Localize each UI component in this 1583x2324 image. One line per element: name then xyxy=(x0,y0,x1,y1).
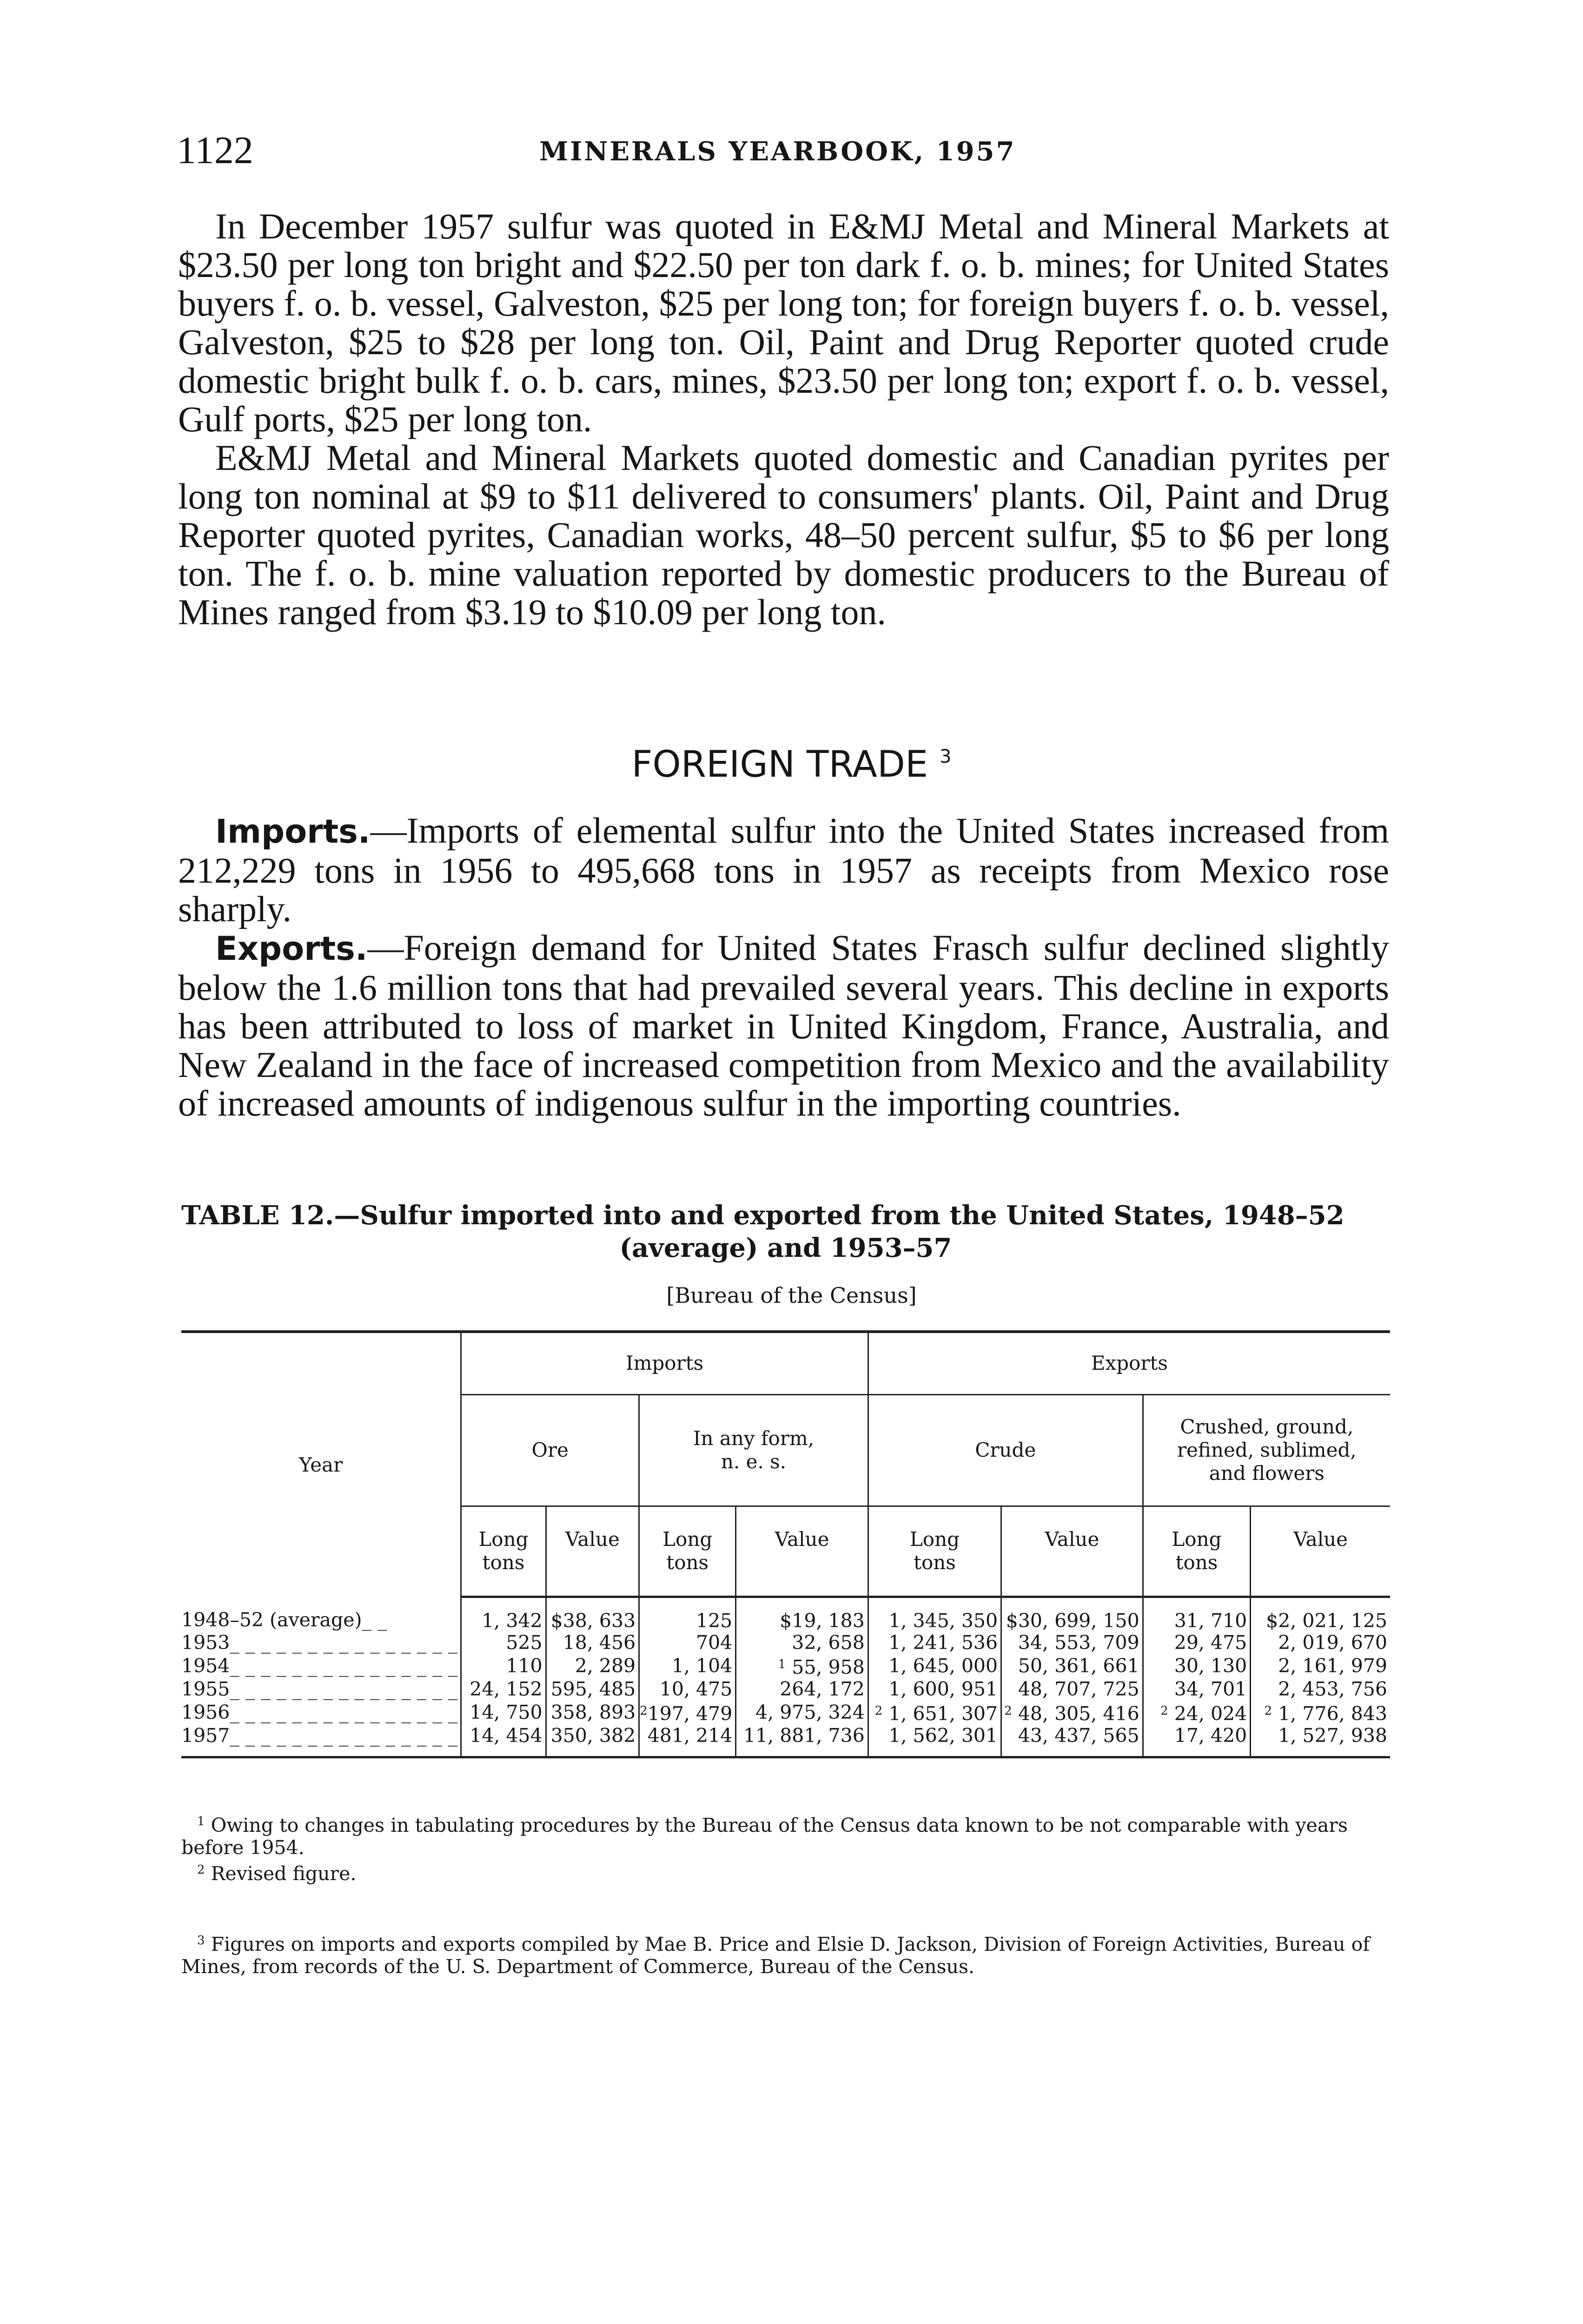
cell: 125 xyxy=(639,1597,736,1632)
cell: $^2$197, 479 xyxy=(639,1700,736,1725)
cell: $2, 021, 125 xyxy=(1251,1597,1390,1632)
cell: 17, 420 xyxy=(1143,1725,1251,1757)
cell: $^2$ 48, 305, 416 xyxy=(1001,1700,1143,1725)
footnote: $^1$ Owing to changes in tabulating procedures by the Bureau of the Census data known to be not comparable with years before 1954. xyxy=(181,1814,1348,1859)
cell: $^2$ 1, 776, 843 xyxy=(1251,1700,1390,1725)
any-tons-header: Long tons xyxy=(639,1506,736,1597)
cell: 1, 241, 536 xyxy=(868,1632,1001,1654)
cell: 264, 172 xyxy=(736,1678,868,1700)
cell: 358, 893 xyxy=(546,1700,639,1725)
cell: $^2$ 24, 024 xyxy=(1143,1700,1251,1725)
cell: 2, 161, 979 xyxy=(1251,1654,1390,1678)
crude-value-header: Value xyxy=(1001,1506,1143,1597)
exports-label: Exports. xyxy=(215,930,368,968)
section-title: FOREIGN TRADE xyxy=(631,744,928,786)
year-cell: 1956_ _ _ _ _ _ _ _ _ _ _ _ _ _ _ xyxy=(181,1701,458,1723)
year-header: Year xyxy=(181,1332,461,1597)
cell: $^2$ 1, 651, 307 xyxy=(868,1700,1001,1725)
table-row xyxy=(181,1725,1390,1757)
cell: 24, 152 xyxy=(461,1678,546,1700)
cell: 2, 289 xyxy=(546,1654,639,1678)
year-cell: 1948–52 (average)_ _ xyxy=(181,1609,387,1631)
cell: 525 xyxy=(461,1632,546,1654)
ore-tons-header: Long tons xyxy=(461,1506,546,1597)
footnote: $^2$ Revised figure. xyxy=(197,1862,357,1885)
footnote-ref: 3 xyxy=(940,746,952,767)
page-number: 1122 xyxy=(177,129,253,172)
cell: 481, 214 xyxy=(639,1725,736,1757)
table-row xyxy=(181,1678,1390,1700)
imports-text: —Imports of elemental sulfur into the United States increased from 212,229 tons in 1956 to 495,668 tons in 1957 as receipts from Mexico rose sharply. xyxy=(178,810,1389,929)
crude-header: Crude xyxy=(868,1394,1143,1506)
cell: 1, 345, 350 xyxy=(868,1597,1001,1632)
imports-label: Imports. xyxy=(215,812,371,851)
cell: 48, 707, 725 xyxy=(1001,1678,1143,1700)
table-row xyxy=(181,1654,1390,1678)
any-form-label: In any form, n. e. s. xyxy=(693,1427,815,1473)
table-caption xyxy=(181,1199,1390,1264)
cell: 350, 382 xyxy=(546,1725,639,1757)
cell: 30, 130 xyxy=(1143,1654,1251,1678)
ore-value-header: Value xyxy=(546,1506,639,1597)
crushed-label: Crushed, ground, refined, sublimed, and flowers xyxy=(1177,1415,1357,1485)
year-cell: 1954_ _ _ _ _ _ _ _ _ _ _ _ _ _ _ xyxy=(181,1654,458,1677)
sulfur-trade-table xyxy=(181,1330,1390,1758)
cell: 2, 453, 756 xyxy=(1251,1678,1390,1700)
table-row xyxy=(181,1632,1390,1654)
table-caption-line1: TABLE 12.—Sulfur imported into and exported from the United States, 1948–52 xyxy=(181,1200,1345,1231)
cell: 34, 701 xyxy=(1143,1678,1251,1700)
any-form-header xyxy=(639,1394,868,1506)
exports-header: Exports xyxy=(868,1332,1390,1394)
footnote-mark: 1 xyxy=(197,1815,205,1829)
footnote-mark: 2 xyxy=(1160,1703,1168,1718)
cell: 1, 104 xyxy=(639,1654,736,1678)
year-cell: 1953_ _ _ _ _ _ _ _ _ _ _ _ _ _ _ xyxy=(181,1631,458,1654)
table-source: [Bureau of the Census] xyxy=(666,1283,917,1308)
crushed-value-header: Value xyxy=(1251,1506,1390,1597)
footnote-mark: 3 xyxy=(197,1934,205,1948)
cell: 1, 645, 000 xyxy=(868,1654,1001,1678)
table-row xyxy=(181,1700,1390,1725)
cell: 18, 456 xyxy=(546,1632,639,1654)
footnote-mark: 1 xyxy=(778,1657,786,1671)
cell: $19, 183 xyxy=(736,1597,868,1632)
cell: 1, 562, 301 xyxy=(868,1725,1001,1757)
cell: $30, 699, 150 xyxy=(1001,1597,1143,1632)
cell: 1, 527, 938 xyxy=(1251,1725,1390,1757)
ore-header: Ore xyxy=(461,1394,639,1506)
paragraph: E&MJ Metal and Mineral Markets quoted domestic and Canadian pyrites per long ton nominal at $9 to $11 delivered to consumers' plants. Oil, Paint and Drug Reporter quoted pyrites, Canadian works, 48–50 percent sulfur, $5 to $6 per long ton. The f. o. b. mine valuation reported by domestic producers to the Bureau of Mines ranged from $3.19 to $10.09 per long ton. xyxy=(178,437,1389,632)
cell: 10, 475 xyxy=(639,1678,736,1700)
running-title: MINERALS YEARBOOK, 1957 xyxy=(539,136,1016,167)
table-caption-line2: (average) and 1953–57 xyxy=(619,1233,952,1263)
cell: 34, 553, 709 xyxy=(1001,1632,1143,1654)
paragraph: In December 1957 sulfur was quoted in E&MJ Metal and Mineral Markets at $23.50 per long ton bright and $22.50 per ton dark f. o. b. mines; for United States buyers f. o. b. vessel, Galveston, $25 per long ton; for foreign buyers f. o. b. vessel, Galveston, $25 to $28 per long ton. Oil, Paint and Drug Reporter quoted crude domestic bright bulk f. o. b. cars, mines, $23.50 per long ton; export f. o. b. vessel, Gulf ports, $25 per long ton. xyxy=(178,206,1389,439)
section-footnote: $^3$ Figures on imports and exports compiled by Mae B. Price and Elsie D. Jackson, Division of Foreign Activities, Bureau of Mines, from records of the U. S. Department of Commerce, Bureau of the Census. xyxy=(181,1933,1370,1978)
footnotes xyxy=(181,1810,1390,1978)
crushed-tons-header: Long tons xyxy=(1143,1506,1251,1597)
cell: 1, 342 xyxy=(461,1597,546,1632)
footnote-mark: 2 xyxy=(874,1703,883,1718)
cell: 29, 475 xyxy=(1143,1632,1251,1654)
page-header xyxy=(177,123,1404,174)
trade-paragraphs xyxy=(178,811,1389,1122)
imports-header: Imports xyxy=(461,1332,868,1394)
cell: $38, 633 xyxy=(546,1597,639,1632)
cell: 32, 658 xyxy=(736,1632,868,1654)
exports-paragraph xyxy=(178,928,1389,1122)
imports-paragraph xyxy=(178,811,1389,928)
price-paragraphs xyxy=(178,207,1389,631)
cell: 1, 600, 951 xyxy=(868,1678,1001,1700)
cell: 14, 454 xyxy=(461,1725,546,1757)
section-heading xyxy=(0,744,1583,786)
cell: 31, 710 xyxy=(1143,1597,1251,1632)
any-value-header: Value xyxy=(736,1506,868,1597)
cell: 4, 975, 324 xyxy=(736,1700,868,1725)
cell: 595, 485 xyxy=(546,1678,639,1700)
footnote-mark: 2 xyxy=(640,1703,648,1718)
cell: 50, 361, 661 xyxy=(1001,1654,1143,1678)
cell: 110 xyxy=(461,1654,546,1678)
crude-tons-header: Long tons xyxy=(868,1506,1001,1597)
crushed-header xyxy=(1143,1394,1390,1506)
year-cell: 1955_ _ _ _ _ _ _ _ _ _ _ _ _ _ _ xyxy=(181,1677,458,1700)
cell: 2, 019, 670 xyxy=(1251,1632,1390,1654)
footnote-mark: 2 xyxy=(1004,1703,1012,1718)
cell: 14, 750 xyxy=(461,1700,546,1725)
exports-text: —Foreign demand for United States Frasch sulfur declined slightly below the 1.6 million tons that had prevailed several years. This decline in exports has been attributed to loss of market in United Kingdom, France, Australia, and New Zealand in the face of increased competition from Mexico and the availability of increased amounts of indigenous sulfur in the importing countries. xyxy=(178,927,1389,1123)
year-cell: 1957_ _ _ _ _ _ _ _ _ _ _ _ _ _ _ xyxy=(181,1725,461,1757)
cell: 43, 437, 565 xyxy=(1001,1725,1143,1757)
cell: 704 xyxy=(639,1632,736,1654)
footnote-mark: 2 xyxy=(1264,1703,1272,1718)
table-row xyxy=(181,1597,1390,1632)
footnote-mark: 2 xyxy=(197,1863,205,1877)
cell: 11, 881, 736 xyxy=(736,1725,868,1757)
cell: $^1$ 55, 958 xyxy=(736,1654,868,1678)
